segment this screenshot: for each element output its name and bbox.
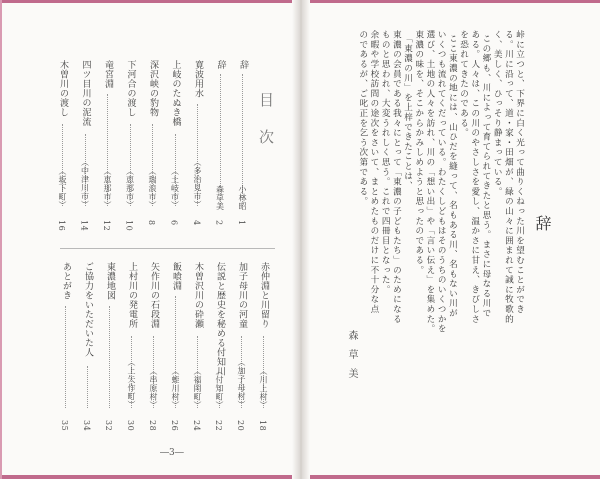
preface-line: 余暇や学校訪問の途次をさいて、まとめたものだけに不十分な点 bbox=[368, 30, 379, 315]
toc-entry-title: 上村川の発電所 bbox=[127, 262, 137, 329]
toc-entry-place: （蛭川村） bbox=[171, 367, 180, 410]
toc-entry-page: 2 bbox=[214, 220, 224, 226]
toc-entry-page: 34 bbox=[82, 420, 91, 432]
toc-entry-title: ご協力をいただいた人 bbox=[83, 262, 93, 357]
toc-entry-place: （土岐市） bbox=[170, 167, 180, 210]
toc-entry-page: 4 bbox=[192, 220, 201, 226]
toc-entry-title: 伝説と歴史を秘める付知川 bbox=[215, 262, 225, 376]
preface-line: を恐れてきたのである。 bbox=[458, 30, 469, 138]
preface-line: 峠に立つと、下界に白く光って曲りくねった川を望むことができ bbox=[514, 30, 525, 315]
toc-entry-page: 16 bbox=[57, 220, 66, 232]
toc-entry-page: 26 bbox=[170, 420, 179, 432]
page-edge-left bbox=[0, 0, 2, 479]
toc-entry-page: 24 bbox=[192, 420, 201, 432]
toc-entry-place: （川上村） bbox=[259, 367, 268, 410]
toc-divider bbox=[60, 248, 275, 249]
page-number: ―3― bbox=[160, 448, 184, 458]
toc-entry-page: 10 bbox=[124, 220, 134, 232]
toc-entry-title: 竜宮淵 bbox=[103, 60, 113, 89]
toc-entry-page: 20 bbox=[236, 420, 245, 432]
toc-entry-title: 四ツ目川の泥流 bbox=[80, 60, 91, 127]
toc-entry-place: （加子母村） bbox=[237, 358, 246, 409]
toc-entry-place: 森草美 bbox=[215, 185, 225, 211]
toc-entry-title: 深沢峡の豹物 bbox=[148, 60, 158, 117]
preface-heading: 辞 bbox=[533, 215, 552, 231]
toc-entry-place: （福岡町） bbox=[193, 367, 202, 410]
toc-entry-page: 22 bbox=[214, 420, 223, 432]
toc-leader-dots bbox=[65, 306, 67, 408]
preface-line: 東濃の会員である我々にとって「東濃の子どもたち」のためになる bbox=[391, 30, 402, 324]
toc-entry-place: （串原村） bbox=[149, 367, 158, 410]
toc-entry-title: 木曽川の渡し bbox=[58, 60, 68, 117]
toc-entry-page: 18 bbox=[258, 420, 267, 432]
toc-heading: 目次 bbox=[257, 92, 275, 166]
preface-line: 選び、土地の人々を訪れ、川の「想い出」や「言い伝え」を集めた。 bbox=[424, 30, 435, 334]
preface-line: 東濃の味を、そこからかみしめようと思ったのである。 bbox=[413, 30, 424, 275]
toc-entry-place: （恵那市） bbox=[103, 167, 112, 210]
toc-entry-page: 14 bbox=[79, 220, 89, 232]
preface-line: く、美しく、ひっそり静まっている。 bbox=[492, 30, 503, 197]
toc-entry-title: あとがき bbox=[61, 262, 71, 300]
toc-entry-place: （瑞浪市） bbox=[148, 167, 157, 210]
toc-entry-title: 辞 bbox=[215, 60, 226, 70]
toc-leader-dots bbox=[87, 366, 89, 408]
toc-entry-page: 1 bbox=[237, 220, 246, 226]
toc-entry-page: 6 bbox=[169, 220, 179, 226]
preface-line: る。川に沿って、道・家・田畑が、緑の山々に囲まれて誠に牧歌的 bbox=[503, 30, 514, 324]
toc-entry-place: （恵那市） bbox=[125, 167, 135, 210]
toc-entry-place: （中津川市） bbox=[80, 158, 90, 209]
toc-entry-place: （多治見市） bbox=[193, 158, 202, 209]
toc-entry-place: 小林昭 bbox=[238, 185, 247, 211]
toc-entry-place: （上矢作町） bbox=[127, 358, 136, 409]
preface-line: ものと思われ、大変うれしく思う。これで四冊目となった。 bbox=[380, 30, 391, 295]
toc-entry-page: 35 bbox=[60, 420, 69, 432]
preface-line: いくつも流れてくだっている。わたくしどもはそのうちのいくつかを bbox=[436, 30, 447, 334]
toc-entry-title: 加子母川の河童 bbox=[237, 262, 247, 329]
toc-entry-page: 30 bbox=[126, 420, 135, 432]
toc-entry-page: 12 bbox=[102, 220, 111, 232]
toc-entry-title: 矢作川の石段淵 bbox=[149, 262, 159, 329]
toc-entry-title: 赤仲淵と川留り bbox=[259, 262, 269, 329]
preface-author: 森草美 bbox=[346, 330, 357, 387]
preface-line: のであるが、ご叱正を乞う次第である。 bbox=[357, 30, 368, 207]
toc-entry-title: 東濃地図 bbox=[105, 262, 115, 300]
toc-entry-title: 寛波用水 bbox=[193, 60, 203, 98]
preface-line: 「東濃の川」を上梓できたことは、 bbox=[402, 34, 413, 191]
toc-entry-page: 28 bbox=[148, 420, 157, 432]
book-gutter bbox=[292, 0, 310, 479]
toc-entry-title: 木曽沢川の砕瀬 bbox=[193, 262, 203, 329]
toc-entry-page: 32 bbox=[104, 420, 113, 432]
toc-entry-title: 辞 bbox=[238, 60, 248, 70]
toc-leader-dots bbox=[109, 306, 111, 408]
toc-entry-title: 飯喰淵 bbox=[171, 262, 181, 291]
toc-entry-place: （付知町） bbox=[215, 367, 224, 410]
toc-entry-title: 下河合の渡し bbox=[125, 60, 136, 117]
preface-line: この郷も、川によって育てられてきたと思う。まさに母なる川で bbox=[480, 34, 491, 319]
toc-entry-page: 8 bbox=[147, 220, 156, 226]
toc-entry-title: 上岐のたぬき橋 bbox=[170, 60, 181, 127]
preface-line: ある。人々は、この川のやさしさを愛し、温かさに甘え、きびしさ bbox=[469, 30, 480, 324]
preface-line: ここ東濃の地には、山ひだを縫って、名もある川、名もない川が bbox=[447, 34, 458, 319]
toc-entry-place: （坂下町） bbox=[58, 167, 67, 210]
